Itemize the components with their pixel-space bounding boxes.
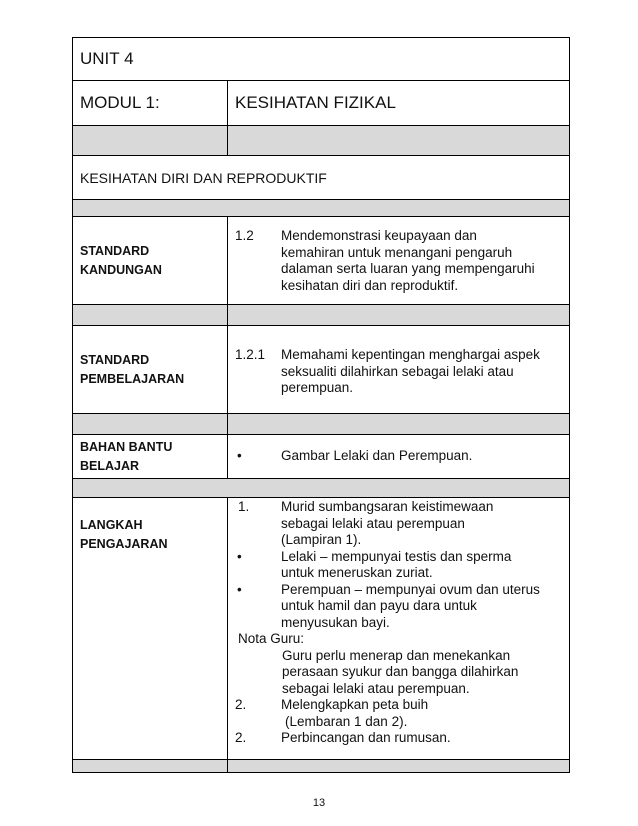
standard-kandungan-label: STANDARD KANDUNGAN: [73, 217, 228, 304]
bahan-bantu-label: BAHAN BANTU BELAJAR: [73, 435, 228, 478]
spacer-row: [73, 304, 569, 325]
langkah-content: [228, 498, 569, 759]
spacer-row: [73, 478, 569, 497]
step-1: 1. Murid sumbangsaran keistimewaan sebagai lelaki atau perempuan (Lampiran 1).: [238, 499, 494, 547]
spacer-row: [73, 199, 569, 216]
bahan-bantu-row: [73, 434, 569, 478]
standard-pembelajaran-content: 1.2.1 Memahami kepentingan menghargai aspek seksualiti dilahirkan sebagai lelaki atau perempuan.: [235, 347, 540, 395]
standard-pembelajaran-number: 1.2.1: [235, 347, 266, 362]
step-3: 2. Perbincangan dan rumusan.: [235, 730, 451, 745]
spacer-row: [73, 125, 569, 155]
bullet-icon: •: [237, 581, 242, 597]
standard-kandungan-row: [73, 216, 569, 304]
modul-row: [73, 80, 569, 125]
unit-title: UNIT 4: [80, 49, 134, 68]
standard-kandungan-content: 1.2 Mendemonstrasi keupayaan dan kemahiran untuk menangani pengaruh dalaman serta luaran yang mempengaruhi kesihatan diri dan reproduktif.: [235, 228, 535, 293]
standard-kandungan-number: 1.2: [235, 228, 254, 243]
bullet-lelaki: • Lelaki – mempunyai testis dan sperma untuk meneruskan zuriat.: [237, 548, 512, 580]
bullet-icon: •: [237, 448, 242, 464]
page-number: 13: [312, 797, 326, 809]
topic-row: [73, 155, 569, 199]
langkah-label: LANGKAH PENGAJARAN: [73, 498, 228, 759]
unit-row: [73, 38, 569, 80]
standard-pembelajaran-row: [73, 325, 569, 413]
nota-guru: Nota Guru: Guru perlu menerap dan menekankan perasaan syukur dan bangga dilahirkan sebagai lelaki atau perempuan.: [235, 631, 562, 697]
modul-title: KESIHATAN FIZIKAL: [235, 93, 396, 112]
bullet-perempuan: • Perempuan – mempunyai ovum dan uterus untuk hamil dan payu dara untuk menyusukan bayi.: [237, 581, 540, 630]
langkah-row: [73, 497, 569, 759]
bullet-icon: •: [237, 548, 242, 564]
standard-pembelajaran-label: STANDARD PEMBELAJARAN: [73, 326, 228, 413]
bahan-bantu-content: • Gambar Lelaki dan Perempuan.: [237, 448, 473, 464]
lesson-plan-table: [72, 37, 570, 773]
step-2: 2. Melengkapkan peta buih (Lembaran 1 dan 2).: [235, 697, 429, 729]
modul-label: MODUL 1:: [73, 81, 228, 125]
topic-title: KESIHATAN DIRI DAN REPRODUKTIF: [80, 169, 327, 186]
nota-guru-label: Nota Guru:: [238, 631, 305, 646]
spacer-row: [73, 413, 569, 434]
spacer-row: [73, 759, 569, 772]
